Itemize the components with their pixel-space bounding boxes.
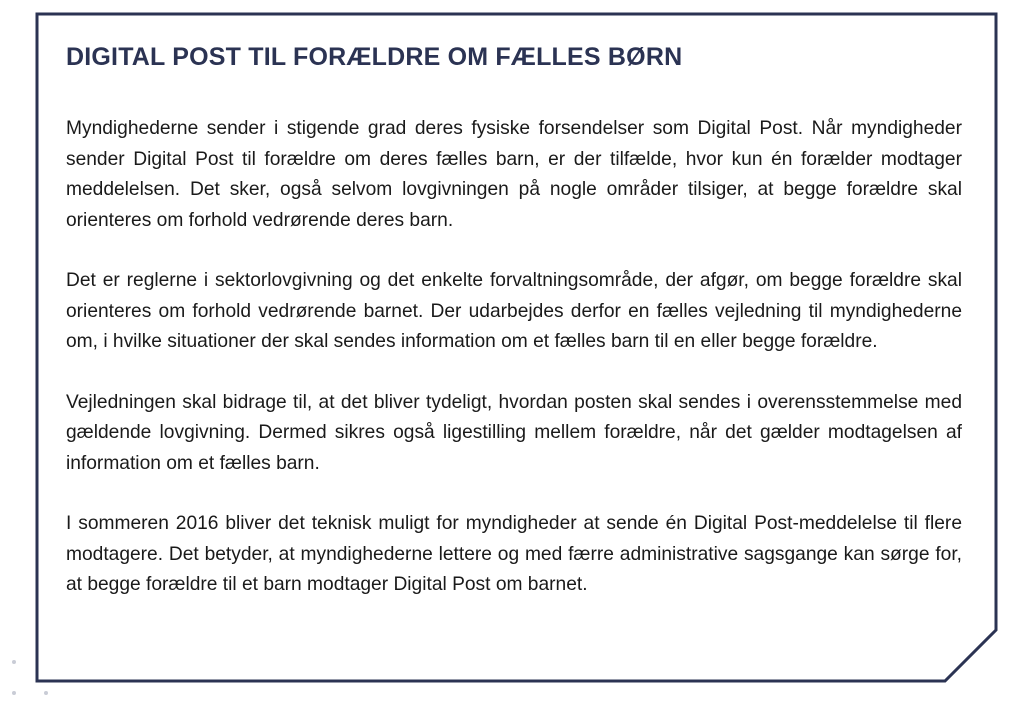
box-title: DIGITAL POST TIL FORÆLDRE OM FÆLLES BØRN xyxy=(66,43,683,71)
paragraph-3: Vejledningen skal bidrage til, at det bliver tydeligt, hvordan posten skal sendes i overensstemmelse med gældende lovgivning. Dermed sikres også ligestilling mellem forældre, når det gælder modtagelsen af information om et fælles barn. xyxy=(66,391,962,474)
decorative-dot xyxy=(12,660,16,664)
paragraph-2: Det er reglerne i sektorlovgivning og det enkelte forvaltningsområde, der afgør, om begge forældre skal orienteres om forhold vedrørende barnet. Der udarbejdes derfor en fælles vejledning til myndighederne om, i hvilke situationer der skal sendes information om et fælles barn til en eller begge forældre. xyxy=(66,270,962,352)
decorative-dot xyxy=(44,691,48,695)
paragraph-4: I sommeren 2016 bliver det teknisk muligt for myndigheder at sende én Digital Post-meddelelse til flere modtagere. Det betyder, at myndighederne lettere og med færre administrative sagsgange kan sørge for, at begge forældre til et barn modtager Digital Post om barnet. xyxy=(66,513,962,595)
info-box-content xyxy=(66,40,962,601)
paragraph-1: Myndighederne sender i stigende grad deres fysiske forsendelser som Digital Post. Når myndigheder sender Digital Post til forældre om deres fælles barn, er der tilfælde, hvor kun én forælder modtager meddelelsen. Det sker, også selvom lovgivningen på nogle områder tilsiger, at begge forældre skal orienteres om forhold vedrørende deres barn. xyxy=(66,118,962,231)
decorative-dot xyxy=(12,691,16,695)
